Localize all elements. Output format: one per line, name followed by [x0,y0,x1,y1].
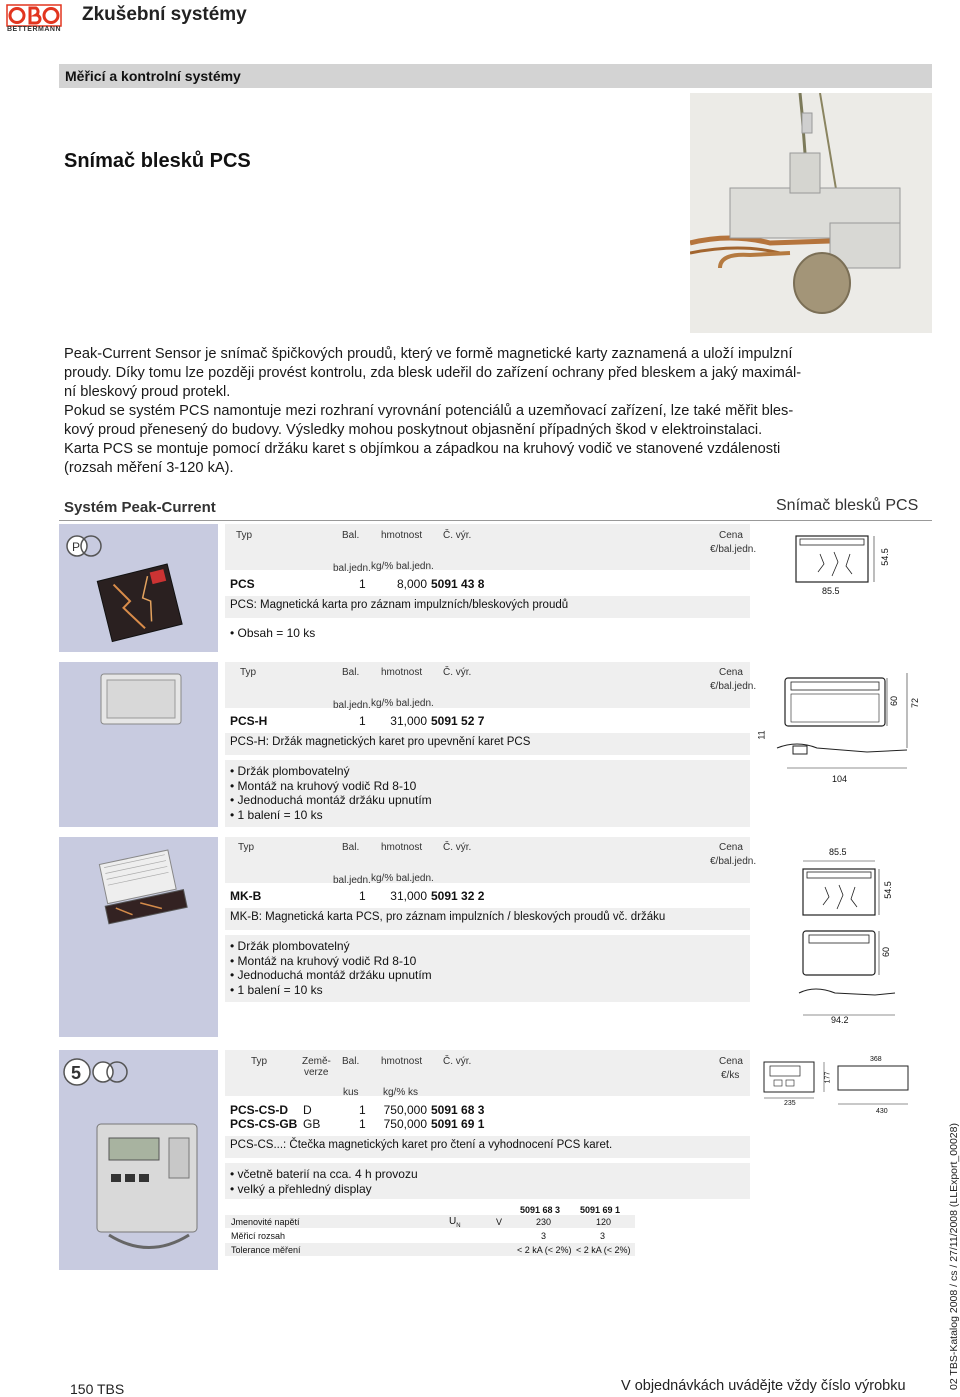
reader-drawing [758,1056,918,1126]
bullet: • Obsah = 10 ks [230,626,315,641]
col-hmotnost: hmotnost [381,667,423,678]
table-header-row [225,837,750,883]
spec-unit: V [496,1217,503,1227]
col-typ: Typ [251,1056,268,1067]
col-cena-unit: €/bal.jedn. [710,856,757,867]
col-zeme: Země- [302,1056,331,1067]
product-title: Snímač blesků PCS [64,150,251,172]
col-cena: Cena [719,1056,743,1067]
col-cvyr: Č. výr. [443,667,472,678]
col-bal-unit: bal.jedn. [333,563,371,574]
col-hmotnost: hmotnost [381,1056,423,1067]
spec-label: Tolerance měření [231,1245,301,1255]
product-number: 5091 43 8 [431,577,485,591]
dim-total-length: 430 [876,1108,888,1115]
dim-holder-height: 60 [881,946,892,958]
spec-value-a: 230 [536,1217,552,1227]
spec-sym-sub: N [456,1223,461,1229]
system-label: Systém Peak-Current [64,499,216,516]
mk-b-image [59,837,218,1037]
bullet: • včetně baterií na cca. 4 h provozu [230,1167,418,1182]
product-description: PCS: Magnetická karta pro záznam impulzních/bleskových proudů [230,599,569,611]
dim-total-height: 72 [910,697,921,709]
spec-value-b: 3 [600,1231,606,1241]
page-title: Zkušební systémy [82,4,247,25]
col-cena: Cena [719,530,743,541]
certification-logo [64,1059,127,1085]
logo-text: BETTERMANN [7,26,61,33]
col-bal-unit: bal.jedn. [333,700,371,711]
product-weight: 750,000 [383,1103,427,1117]
col-cena-unit: €/ks [721,1070,740,1081]
product-country: D [303,1103,312,1117]
product-description: PCS-H: Držák magnetických karet pro upevnění karet PCS [230,736,531,748]
product-description: PCS-CS...: Čtečka magnetických karet pro čtení a vyhodnocení PCS karet. [230,1139,613,1151]
dim-width: 104 [832,774,848,784]
bullet: • 1 balení = 10 ks [230,808,432,823]
col-kg-kus: kg/% ks [383,1087,419,1098]
bullet: • Jednoduchá montáž držáku upnutím [230,793,432,808]
col-zeme-verze: verze [304,1067,329,1078]
intro-line: Karta PCS se montuje pomocí držáku karet s objímkou a západkou na kruhový vodič ve stanovené vzdálenosti [64,441,781,457]
bullet: • velký a přehledný display [230,1182,418,1197]
product-bullets [230,939,432,997]
product-number: 5091 68 3 [431,1103,485,1117]
col-cena-unit: €/bal.jedn. [710,681,757,692]
product-bullets [230,626,315,641]
dim-height: 54.5 [882,881,893,899]
dim-width: 85.5 [822,586,840,596]
product-weight: 31,000 [390,714,427,728]
dim-width: 85.5 [829,847,847,857]
product-image-panel [59,662,218,827]
divider [59,520,932,521]
product-bal: 1 [359,889,366,903]
product-description: MK-B: Magnetická karta PCS, pro záznam impulzních / bleskových proudů vč. držáku [230,911,666,923]
col-cena: Cena [719,667,743,678]
product-image-panel [59,837,218,1037]
dim-depth: 11 [756,730,767,740]
col-cena: Cena [719,842,743,853]
table-header-row [225,662,750,708]
holder-drawing [757,668,927,798]
table-header-row [225,524,750,570]
side-note-text: 02 TBS-Katalog 2008 / cs / 27/11/2008 (LLExport_00028) [948,1123,960,1390]
col-bal-unit: bal.jedn. [333,875,371,886]
col-cvyr: Č. výr. [443,842,472,853]
intro-line: (rozsah měření 3-120 kA). [64,460,234,476]
product-bullets [230,764,432,822]
catalog-side-note [940,1100,960,1390]
mk-b-drawing [795,843,905,1028]
intro-line: Pokud se systém PCS namontuje mezi rozhraní vyrovnání potenciálů a uzemňovací zařízení, lze také měřit bles- [64,403,794,419]
product-country: GB [303,1117,321,1131]
obo-logo [6,4,62,36]
dim-width: 235 [784,1100,796,1107]
intro-line: proudy. Díky tomu lze později provést kontrolu, zda blesk udeřil do zařízení ochrany před bleskem a jaký maximál- [64,365,802,381]
bullet: • Držák plombovatelný [230,764,432,779]
bullet: • Jednoduchá montáž držáku upnutím [230,968,432,983]
product-type: PCS-CS-D [230,1103,289,1117]
spec-symbol [449,1216,461,1229]
dim-length: 368 [870,1056,882,1063]
col-bal: Bal. [342,530,360,541]
product-number: 5091 69 1 [431,1117,485,1131]
bullet: • Montáž na kruhový vodič Rd 8-10 [230,779,432,794]
col-typ: Typ [238,842,255,853]
spec-label: Jmenovité napětí [231,1217,300,1227]
product-type: MK-B [230,889,262,903]
product-bal: 1 [359,1103,366,1117]
dim-height: 54.5 [879,548,890,566]
product-weight: 750,000 [383,1117,427,1131]
intro-text [64,345,934,478]
col-kg-unit: kg/% bal.jedn. [371,698,434,709]
col-cvyr: Č. výr. [443,530,472,541]
product-bal: 1 [359,714,366,728]
spec-label: Měřicí rozsah [231,1231,286,1241]
warranty-badge: 5 [71,1063,82,1083]
card-reader-image [59,1050,218,1270]
product-bullets [230,1167,418,1196]
col-bal: Bal. [342,1056,360,1067]
dim-height: 60 [889,695,900,707]
section-bar [59,64,932,88]
bullet: • Držák plombovatelný [230,939,432,954]
product-image-panel [59,1050,218,1270]
col-kus: kus [343,1087,359,1098]
col-typ: Typ [240,667,257,678]
product-image-panel [59,524,218,652]
intro-line: ní bleskový proud protekl. [64,384,231,400]
spec-value-a: < 2 kA (< 2%) [517,1245,572,1255]
product-type: PCS [230,577,255,591]
page-number: 150 TBS [70,1381,125,1397]
col-cvyr: Č. výr. [443,1056,472,1067]
col-cena-unit: €/bal.jedn. [710,544,757,555]
spec-value-b: < 2 kA (< 2%) [576,1245,631,1255]
product-number: 5091 52 7 [431,714,485,728]
section-title: Měřicí a kontrolní systémy [65,68,241,84]
certification-logo [67,536,101,556]
product-type: PCS-H [230,714,268,728]
svg-text:P: P [72,540,81,554]
pcs-card-image [59,524,218,652]
product-bal: 1 [359,577,366,591]
spec-header: 5091 68 3 [520,1205,561,1215]
spec-value-b: 120 [596,1217,612,1227]
spec-header: 5091 69 1 [580,1205,621,1215]
footer-note: V objednávkách uvádějte vždy číslo výrobku [621,1378,906,1394]
col-bal: Bal. [342,842,360,853]
product-type: PCS-CS-GB [230,1117,298,1131]
dim-total-width: 94.2 [831,1015,849,1025]
product-weight: 8,000 [396,577,427,591]
pcs-card-drawing [790,532,890,604]
intro-line: kový proud přenesený do budovy. Výsledky mohou poskytnout objasnění případných škod v elektroinstalaci. [64,422,763,438]
col-kg-unit: kg/% bal.jedn. [371,561,434,572]
col-bal: Bal. [342,667,360,678]
product-weight: 31,000 [390,889,427,903]
dim-height: 177 [824,1071,832,1084]
col-hmotnost: hmotnost [381,842,423,853]
product-bal: 1 [359,1117,366,1131]
intro-line: Peak-Current Sensor je snímač špičkových proudů, který ve formě magnetické karty zaznamená a uloží impulzní [64,346,793,362]
system-right-label: Snímač blesků PCS [776,497,919,514]
card-holder-image [59,662,218,827]
col-typ: Typ [236,530,253,541]
col-hmotnost: hmotnost [381,530,423,541]
spec-sym: U [449,1216,457,1227]
product-photo [690,93,932,333]
product-number: 5091 32 2 [431,889,485,903]
bullet: • Montáž na kruhový vodič Rd 8-10 [230,954,432,969]
col-kg-unit: kg/% bal.jedn. [371,873,434,884]
bullet: • 1 balení = 10 ks [230,983,432,998]
spec-value-a: 3 [541,1231,547,1241]
